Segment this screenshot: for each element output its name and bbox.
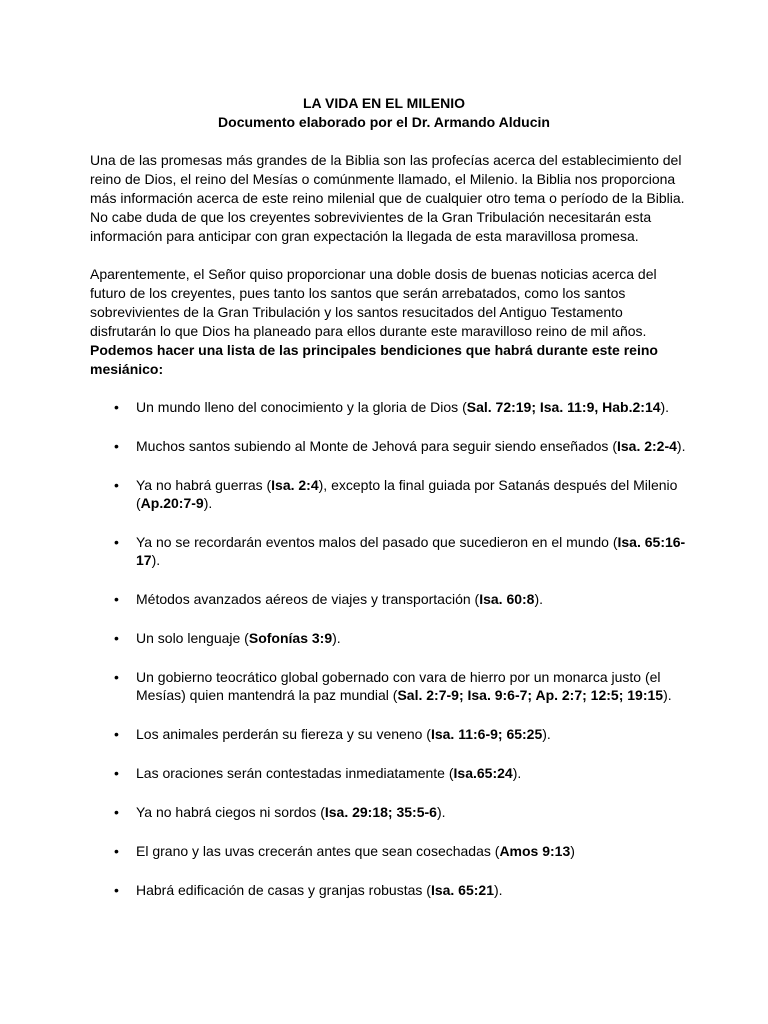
- item-reference: Isa. 2:4: [271, 477, 319, 493]
- item-end: ): [570, 843, 575, 859]
- item-reference: Sofonías 3:9: [248, 630, 333, 646]
- item-reference: Sal. 72:19; Isa. 11:9, Hab.2:14: [466, 399, 661, 415]
- item-end: ).: [676, 438, 686, 454]
- item-end: ).: [542, 726, 551, 742]
- item-reference-2: Ap.20:7-9: [140, 495, 204, 511]
- bullet-icon: •: [114, 843, 119, 859]
- bullet-icon: •: [114, 726, 119, 742]
- list-item: [90, 590, 690, 608]
- bullet-icon: •: [114, 669, 119, 685]
- list-item: [90, 881, 690, 899]
- list-intro: Podemos hacer una lista de las principales bendiciones que habrá durante este reino mesiánico:: [90, 342, 658, 377]
- bullet-icon: •: [114, 477, 119, 493]
- list-item: [90, 437, 690, 455]
- item-text: Ya no habrá ciegos ni sordos (: [136, 804, 325, 820]
- item-text: Habrá edificación de casas y granjas robustas (: [136, 882, 431, 898]
- item-reference: Isa. 29:18; 35:5-6: [324, 804, 437, 820]
- list-item: [90, 764, 690, 782]
- item-end: ).: [332, 630, 341, 646]
- item-text: Muchos santos subiendo al Monte de Jehová para seguir siendo enseñados (: [136, 438, 617, 454]
- item-middle: ), excepto la final guiada por Satanás después del Milenio (: [136, 477, 678, 511]
- second-paragraph-text: Aparentemente, el Señor quiso proporcionar una doble dosis de buenas noticias acerca del futuro de los creyentes, pues tanto los santos que serán arrebatados, como los santos sobrevivientes de la Gran Tribulación y los santos resucitados del Antiguo Testamento disfrutarán lo que Dios ha planeado para ellos durante este maravilloso reino de mil años.: [90, 266, 657, 339]
- bullet-icon: •: [114, 438, 119, 454]
- item-end: ).: [512, 765, 522, 781]
- bullet-icon: •: [114, 765, 119, 781]
- item-reference: Isa. 60:8: [479, 591, 535, 607]
- bullet-icon: •: [114, 882, 119, 898]
- item-end: ).: [660, 399, 670, 415]
- item-text: Un mundo lleno del conocimiento y la gloria de Dios (: [136, 399, 467, 415]
- item-text: Un gobierno teocrático global gobernado con vara de hierro por un monarca justo (el Mesías) quien mantendrá la paz mundial (: [136, 669, 661, 703]
- item-text: Las oraciones serán contestadas inmediatamente (: [136, 765, 454, 781]
- item-text: Un solo lenguaje (: [136, 630, 249, 646]
- item-reference: Isa. 65:21: [430, 882, 494, 898]
- list-item: [90, 533, 690, 569]
- list-item: [90, 842, 690, 860]
- item-text: Métodos avanzados aéreos de viajes y transportación (: [136, 591, 480, 607]
- bullet-icon: •: [114, 534, 119, 550]
- item-reference: Isa. 2:2-4: [616, 438, 677, 454]
- item-end: ).: [663, 687, 672, 703]
- list-item: [90, 725, 690, 743]
- bullet-icon: •: [114, 399, 119, 415]
- item-end: ).: [436, 804, 446, 820]
- list-item: [90, 476, 690, 512]
- second-paragraph: [90, 265, 690, 379]
- item-end: ).: [203, 495, 213, 511]
- item-end: ).: [151, 552, 161, 568]
- item-text: El grano y las uvas crecerán antes que sean cosechadas (: [136, 843, 500, 859]
- document-title: LA VIDA EN EL MILENIO: [302, 95, 466, 111]
- blessings-list: [90, 398, 690, 899]
- bullet-icon: •: [114, 591, 119, 607]
- item-end: ).: [494, 882, 503, 898]
- item-end: ).: [534, 591, 544, 607]
- list-item: [90, 629, 690, 647]
- item-text: Ya no se recordarán eventos malos del pasado que sucedieron en el mundo (: [136, 534, 618, 550]
- item-reference: Isa.65:24: [453, 765, 513, 781]
- intro-paragraph: Una de las promesas más grandes de la Biblia son las profecías acerca del establecimiento del reino de Dios, el reino del Mesías o comúnmente llamado, el Milenio. la Biblia nos proporciona más información acerca de este reino milenial que de cualquier otro tema o período de la Biblia. No cabe duda de que los creyentes sobrevivientes de la Gran Tribulación necesitarán esta información para anticipar con gran expectación la llegada de esta maravillosa promesa.: [90, 152, 685, 244]
- bullet-icon: •: [114, 630, 119, 646]
- bullet-icon: •: [114, 804, 119, 820]
- item-reference: Sal. 2:7-9; Isa. 9:6-7; Ap. 2:7; 12:5; 19:15: [397, 687, 664, 703]
- item-text: Los animales perderán su fiereza y su veneno (: [136, 726, 431, 742]
- list-item: [90, 803, 690, 821]
- item-reference: Isa. 65:16-17: [136, 534, 686, 568]
- item-text: Ya no habrá guerras (: [136, 477, 272, 493]
- item-reference: Amos 9:13: [499, 843, 571, 859]
- list-item: [90, 398, 690, 416]
- list-item: [90, 668, 690, 704]
- item-reference: Isa. 11:6-9; 65:25: [430, 726, 543, 742]
- document-subtitle: Documento elaborado por el Dr. Armando Alducin: [218, 114, 550, 130]
